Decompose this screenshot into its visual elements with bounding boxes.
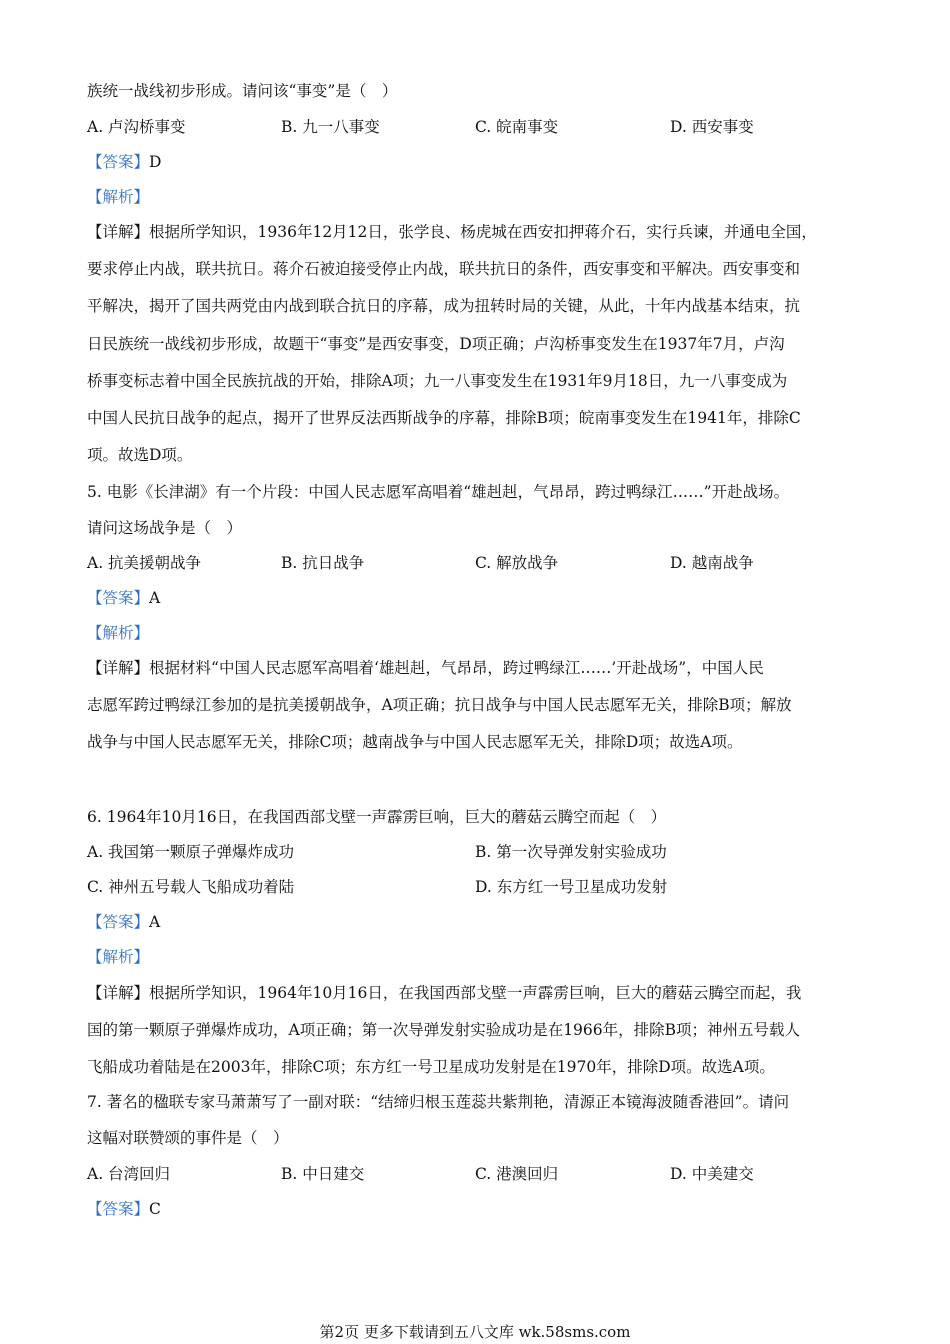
q5-detail-line-3: 战争与中国人民志愿军无关，排除C项；越南战争与中国人民志愿军无关，排除D项；故选A项。	[87, 733, 743, 751]
q6-stem: 6. 1964年10月16日，在我国西部戈壁一声霹雳巨响，巨大的蘑菇云腾空而起（ ）	[87, 808, 667, 826]
q6-detail-line-2: 国的第一颗原子弹爆炸成功，A项正确；第一次导弹发射实验成功是在1966年，排除B项；神州五号载人	[87, 1021, 801, 1039]
q6-answer	[87, 911, 867, 933]
q6-option-c: C. 神州五号载人飞船成功着陆	[87, 878, 295, 896]
q4-stem-tail: 族统一战线初步形成。请问该“事变”是（ ）	[87, 82, 398, 100]
answer-tag: 【答案】	[87, 913, 150, 931]
answer-tag: 【答案】	[87, 153, 150, 171]
q6-detail-line-1	[87, 982, 867, 1004]
q7-answer	[87, 1198, 867, 1220]
q5-stem-line-2: 请问这场战争是（ ）	[87, 519, 243, 537]
q4-option-c: C. 皖南事变	[475, 118, 559, 136]
q5-option-a: A. 抗美援朝战争	[87, 554, 202, 572]
q6-option-d: D. 东方红一号卫星成功发射	[475, 878, 668, 896]
q7-option-c: C. 港澳回归	[475, 1165, 559, 1183]
q7-stem-line-1: 7. 著名的楹联专家马萧萧写了一副对联：“结缔归根玉莲蕊共紫荆艳，清源正本镜海波随香港回”。请问	[87, 1093, 790, 1111]
q7-option-d: D. 中美建交	[670, 1165, 754, 1183]
q4-option-a: A. 卢沟桥事变	[87, 118, 186, 136]
answer-tag: 【答案】	[87, 1200, 150, 1218]
detail-text: 根据材料“中国人民志愿军高唱着‘雄赳赳，气昂昂，跨过鸭绿江……’开赴战场”，中国人民	[149, 659, 764, 677]
q4-detail-line-6: 中国人民抗日战争的起点，揭开了世界反法西斯战争的序幕，排除B项；皖南事变发生在1941年，排除C	[87, 409, 801, 427]
answer-value: D	[149, 153, 162, 171]
q6-option-b: B. 第一次导弹发射实验成功	[475, 843, 667, 861]
q7-option-b: B. 中日建交	[281, 1165, 365, 1183]
q4-detail-line-4: 日民族统一战线初步形成，故题干“事变”是西安事变，D项正确；卢沟桥事变发生在1937年7月，卢沟	[87, 335, 785, 353]
q4-detail-line-7: 项。故选D项。	[87, 446, 193, 464]
q5-answer	[87, 587, 867, 609]
q5-detail-line-1	[87, 657, 867, 679]
q5-stem-line-1: 5. 电影《长津湖》有一个片段：中国人民志愿军高唱着“雄赳赳，气昂昂，跨过鸭绿江……”开赴战场。	[87, 483, 790, 501]
q4-detail-line-3: 平解决，揭开了国共两党由内战到联合抗日的序幕，成为扭转时局的关键，从此，十年内战基本结束，抗	[87, 297, 801, 315]
q4-detail-line-5: 桥事变标志着中国全民族抗战的开始，排除A项；九一八事变发生在1931年9月18日，九一八事变成为	[87, 372, 788, 390]
detail-tag: 【详解】	[87, 984, 150, 1002]
q5-analysis-tag: 【解析】	[87, 624, 150, 642]
q6-detail-line-3: 飞船成功着陆是在2003年，排除C项；东方红一号卫星成功发射是在1970年，排除D项。故选A项。	[87, 1058, 775, 1076]
detail-text: 根据所学知识，1964年10月16日，在我国西部戈壁一声霹雳巨响，巨大的蘑菇云腾空而起，我	[149, 984, 802, 1002]
page-footer: 第2页 更多下载请到五八文库 wk.58sms.com	[319, 1323, 631, 1341]
detail-tag: 【详解】	[87, 223, 150, 241]
q5-detail-line-2: 志愿军跨过鸭绿江参加的是抗美援朝战争，A项正确；抗日战争与中国人民志愿军无关，排除B项；解放	[87, 696, 792, 714]
answer-tag: 【答案】	[87, 589, 150, 607]
detail-text: 根据所学知识，1936年12月12日，张学良、杨虎城在西安扣押蒋介石，实行兵谏，并通电全国，	[149, 223, 817, 241]
q4-answer	[87, 151, 867, 173]
q4-option-d: D. 西安事变	[670, 118, 754, 136]
q6-analysis-tag: 【解析】	[87, 948, 150, 966]
answer-value: A	[149, 589, 161, 607]
q5-option-b: B. 抗日战争	[281, 554, 365, 572]
q4-option-b: B. 九一八事变	[281, 118, 380, 136]
q5-option-d: D. 越南战争	[670, 554, 754, 572]
q7-option-a: A. 台湾回归	[87, 1165, 171, 1183]
answer-value: C	[149, 1200, 161, 1218]
answer-value: A	[149, 913, 161, 931]
q5-option-c: C. 解放战争	[475, 554, 559, 572]
q4-analysis-tag: 【解析】	[87, 188, 150, 206]
detail-tag: 【详解】	[87, 659, 150, 677]
q6-option-a: A. 我国第一颗原子弹爆炸成功	[87, 843, 295, 861]
q4-detail-line-1	[87, 221, 867, 243]
q4-detail-line-2: 要求停止内战，联共抗日。蒋介石被迫接受停止内战，联共抗日的条件，西安事变和平解决。西安事变和	[87, 260, 801, 278]
q7-stem-line-2: 这幅对联赞颂的事件是（ ）	[87, 1129, 289, 1147]
